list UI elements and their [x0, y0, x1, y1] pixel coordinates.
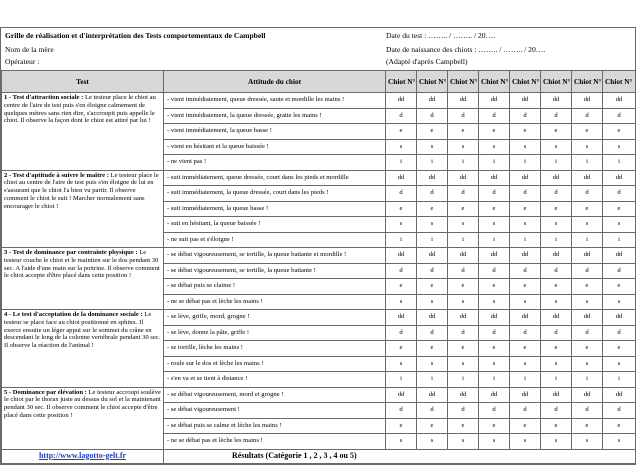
score-code-cell[interactable]: e [448, 418, 479, 434]
score-code-cell[interactable]: e [603, 341, 636, 357]
attitude-cell: - se débat puis se claime ! [164, 279, 386, 295]
score-code-cell[interactable]: dd [448, 248, 479, 264]
score-code-cell[interactable]: s [603, 217, 636, 233]
score-code-cell[interactable]: d [386, 403, 417, 419]
table-row [2, 387, 636, 403]
score-code-cell[interactable]: d [479, 325, 510, 341]
score-code-cell[interactable]: s [603, 139, 636, 155]
score-code-cell[interactable]: i [541, 155, 572, 171]
score-code-cell[interactable]: dd [479, 387, 510, 403]
test-description-cell [2, 387, 164, 449]
test-title: 3 - Test de dominance par contrainte physique : [4, 249, 138, 256]
website-link[interactable]: http://www.lagotto-gelt.fr [38, 450, 127, 460]
table-row [2, 310, 636, 326]
score-code-cell[interactable]: s [417, 139, 448, 155]
score-code-cell[interactable]: s [510, 217, 541, 233]
score-code-cell[interactable]: e [572, 341, 603, 357]
score-code-cell[interactable]: e [417, 341, 448, 357]
score-code-cell[interactable]: dd [572, 248, 603, 264]
score-code-cell[interactable]: d [603, 108, 636, 124]
score-code-cell[interactable]: dd [603, 93, 636, 109]
score-code-cell[interactable]: dd [572, 310, 603, 326]
test-description-cell [2, 310, 164, 388]
score-code-cell[interactable]: d [386, 325, 417, 341]
score-code-cell[interactable]: i [541, 232, 572, 248]
footer-link-cell [2, 449, 164, 463]
score-code-cell[interactable]: d [448, 403, 479, 419]
results-cell [164, 449, 636, 463]
score-code-cell[interactable]: d [448, 186, 479, 202]
score-code-cell[interactable]: e [479, 279, 510, 295]
score-code-cell[interactable]: d [448, 108, 479, 124]
score-code-cell[interactable]: s [386, 139, 417, 155]
score-code-cell[interactable]: s [572, 356, 603, 372]
attitude-cell: - vient en hésitant et la queue baissée ! [164, 139, 386, 155]
score-code-cell[interactable]: d [417, 108, 448, 124]
score-code-cell[interactable]: e [510, 279, 541, 295]
score-code-cell[interactable]: i [479, 232, 510, 248]
score-code-cell[interactable]: s [572, 139, 603, 155]
score-code-cell[interactable]: e [603, 418, 636, 434]
test-title: 5 - Dominance par élévation : [4, 388, 87, 396]
score-code-cell[interactable]: i [572, 232, 603, 248]
evaluation-body [2, 93, 636, 450]
score-code-cell[interactable]: e [572, 124, 603, 140]
score-code-cell[interactable]: dd [386, 387, 417, 403]
score-code-cell[interactable]: i [510, 155, 541, 171]
score-code-cell[interactable]: e [417, 124, 448, 140]
score-code-cell[interactable]: i [448, 155, 479, 171]
score-code-cell[interactable]: i [386, 155, 417, 171]
score-code-cell[interactable]: dd [541, 248, 572, 264]
score-code-cell[interactable]: s [572, 294, 603, 310]
attitude-cell: - se lève, griffe, mord, grogne ! [164, 310, 386, 326]
score-code-cell[interactable]: i [510, 372, 541, 388]
score-code-cell[interactable]: e [510, 124, 541, 140]
score-code-cell[interactable]: d [603, 186, 636, 202]
score-code-cell[interactable]: dd [603, 170, 636, 186]
score-code-cell[interactable]: s [417, 294, 448, 310]
score-code-cell[interactable]: d [541, 108, 572, 124]
score-code-cell[interactable]: dd [603, 387, 636, 403]
score-code-cell[interactable]: s [603, 356, 636, 372]
score-code-cell[interactable]: dd [572, 170, 603, 186]
score-code-cell[interactable]: i [479, 155, 510, 171]
column-header-attitude: Attitude du chiot [164, 71, 386, 93]
score-code-cell[interactable]: s [479, 356, 510, 372]
score-code-cell[interactable]: i [448, 232, 479, 248]
test-instructions: Le testeur couche le chiot et le maintien sur le dos pendant 30 sec. A l'aide d'une main sur la poitrine. Il observe comment le chiot accepte d'être placé dans cette position ! [4, 249, 160, 280]
attitude-cell: - vient immédiatement, la queue basse ! [164, 124, 386, 140]
score-code-cell[interactable]: d [510, 186, 541, 202]
score-code-cell[interactable]: s [510, 139, 541, 155]
score-code-cell[interactable]: s [417, 217, 448, 233]
score-code-cell[interactable]: dd [572, 387, 603, 403]
score-code-cell[interactable]: s [479, 294, 510, 310]
sheet-title: Grille de réalisation et d'interprétation des Tests comportementaux de Campbell [5, 31, 266, 40]
score-code-cell[interactable]: d [603, 325, 636, 341]
score-code-cell[interactable]: dd [448, 387, 479, 403]
column-header-test: Test [2, 71, 164, 93]
score-code-cell[interactable]: d [572, 108, 603, 124]
score-code-cell[interactable]: d [386, 186, 417, 202]
score-code-cell[interactable]: s [541, 356, 572, 372]
score-code-cell[interactable]: s [541, 294, 572, 310]
sheet-header [1, 28, 635, 70]
score-code-cell[interactable]: e [417, 279, 448, 295]
score-code-cell[interactable]: i [572, 155, 603, 171]
attitude-cell: - se lève, donne la pâte, griffe ! [164, 325, 386, 341]
score-code-cell[interactable]: s [448, 356, 479, 372]
score-code-cell[interactable]: dd [417, 310, 448, 326]
table-row [2, 93, 636, 109]
score-code-cell[interactable]: d [417, 186, 448, 202]
operator-field: Opérateur : [5, 57, 40, 66]
evaluation-table [1, 70, 636, 464]
attitude-cell: - s'en va et se tient à distance ! [164, 372, 386, 388]
test-description-cell [2, 248, 164, 310]
score-code-cell[interactable]: e [541, 279, 572, 295]
score-code-cell[interactable]: dd [510, 387, 541, 403]
score-code-cell[interactable]: s [448, 217, 479, 233]
score-code-cell[interactable]: e [479, 341, 510, 357]
score-code-cell[interactable]: d [541, 325, 572, 341]
score-code-cell[interactable]: dd [510, 170, 541, 186]
test-description-cell [2, 170, 164, 248]
score-code-cell[interactable]: s [386, 217, 417, 233]
score-code-cell[interactable]: dd [386, 310, 417, 326]
score-code-cell[interactable]: dd [479, 170, 510, 186]
column-header-chiot: Chiot N° [572, 71, 603, 93]
score-code-cell[interactable]: dd [417, 248, 448, 264]
score-code-cell[interactable]: s [603, 294, 636, 310]
score-code-cell[interactable]: e [572, 279, 603, 295]
test-instructions: Le testeur place le chiot au centre de l'aire de test puis s'en éloigne calmement de quelques mètres sans rien dire, s'accroupit puis appelle le chiot. Il observe la façon dont le chiot est attiré par lui ! [4, 94, 156, 125]
adapted-note: (Adapté d'après Campbell) [386, 57, 468, 66]
score-code-cell[interactable]: d [541, 403, 572, 419]
score-code-cell[interactable]: e [448, 124, 479, 140]
score-code-cell[interactable]: i [417, 232, 448, 248]
score-code-cell[interactable]: dd [510, 310, 541, 326]
score-code-cell[interactable]: dd [448, 310, 479, 326]
attitude-cell: - ne suit pas et s'éloigne ! [164, 232, 386, 248]
score-code-cell[interactable]: s [510, 294, 541, 310]
score-code-cell[interactable]: e [603, 201, 636, 217]
results-label: Résultats (Catégorie 1 , 2 , 3 , 4 ou 5) [232, 450, 357, 460]
score-code-cell[interactable]: s [603, 434, 636, 450]
attitude-cell: - suit immédiatement, la queue dressée, court dans les pieds ! [164, 186, 386, 202]
attitude-cell: - suit immédiatement, queue dressée, court dans les pieds et mordille [164, 170, 386, 186]
score-code-cell[interactable]: s [417, 434, 448, 450]
score-code-cell[interactable]: e [386, 279, 417, 295]
score-code-cell[interactable]: e [541, 341, 572, 357]
score-code-cell[interactable]: i [603, 155, 636, 171]
score-code-cell[interactable]: s [479, 139, 510, 155]
score-code-cell[interactable]: i [417, 155, 448, 171]
score-code-cell[interactable]: d [448, 263, 479, 279]
test-date-field: Date du test : …….. / …….. / 20…. [386, 31, 496, 40]
score-code-cell[interactable]: e [448, 341, 479, 357]
score-code-cell[interactable]: s [386, 434, 417, 450]
score-code-cell[interactable]: s [479, 434, 510, 450]
attitude-cell: - ne se débat pas et lèche les mains ! [164, 434, 386, 450]
column-header-chiot: Chiot N° [541, 71, 572, 93]
score-code-cell[interactable]: e [417, 418, 448, 434]
score-code-cell[interactable]: dd [479, 310, 510, 326]
score-code-cell[interactable]: dd [479, 93, 510, 109]
score-code-cell[interactable]: d [479, 403, 510, 419]
column-header-chiot: Chiot N° [417, 71, 448, 93]
score-code-cell[interactable]: s [572, 434, 603, 450]
score-code-cell[interactable]: s [417, 356, 448, 372]
score-code-cell[interactable]: e [572, 201, 603, 217]
score-code-cell[interactable]: dd [417, 170, 448, 186]
score-code-cell[interactable]: e [541, 418, 572, 434]
score-code-cell[interactable]: dd [479, 248, 510, 264]
score-code-cell[interactable]: dd [541, 170, 572, 186]
score-code-cell[interactable]: dd [386, 248, 417, 264]
score-code-cell[interactable]: dd [417, 387, 448, 403]
score-code-cell[interactable]: dd [541, 310, 572, 326]
score-code-cell[interactable]: s [386, 294, 417, 310]
evaluation-sheet [0, 27, 636, 465]
score-code-cell[interactable]: s [541, 139, 572, 155]
score-code-cell[interactable]: d [510, 403, 541, 419]
score-code-cell[interactable]: dd [572, 93, 603, 109]
score-code-cell[interactable]: i [386, 232, 417, 248]
score-code-cell[interactable]: i [510, 232, 541, 248]
test-description-cell [2, 93, 164, 171]
score-code-cell[interactable]: e [603, 124, 636, 140]
attitude-cell: - vient immédiatement, la queue dressée, gratte les mains ! [164, 108, 386, 124]
score-code-cell[interactable]: i [479, 372, 510, 388]
column-header-chiot: Chiot N° [386, 71, 417, 93]
score-code-cell[interactable]: dd [386, 170, 417, 186]
score-code-cell[interactable]: dd [417, 93, 448, 109]
score-code-cell[interactable]: d [603, 263, 636, 279]
attitude-cell: - se débat puis se calme et lèche les mains ! [164, 418, 386, 434]
score-code-cell[interactable]: d [510, 108, 541, 124]
test-title: 1 - Test d'attraction sociale : [4, 94, 84, 101]
score-code-cell[interactable]: s [541, 434, 572, 450]
score-code-cell[interactable]: d [479, 263, 510, 279]
score-code-cell[interactable]: dd [541, 387, 572, 403]
birth-date-field: Date de naissance des chiots : …….. / …….. / 20…. [386, 45, 546, 54]
score-code-cell[interactable]: d [603, 403, 636, 419]
score-code-cell[interactable]: d [386, 263, 417, 279]
score-code-cell[interactable]: s [448, 434, 479, 450]
footer-row [2, 449, 636, 463]
table-header-row [2, 71, 636, 93]
score-code-cell[interactable]: d [510, 325, 541, 341]
score-code-cell[interactable]: dd [603, 310, 636, 326]
score-code-cell[interactable]: i [572, 372, 603, 388]
score-code-cell[interactable]: dd [386, 93, 417, 109]
score-code-cell[interactable]: s [448, 294, 479, 310]
score-code-cell[interactable]: dd [510, 248, 541, 264]
score-code-cell[interactable]: s [510, 434, 541, 450]
attitude-cell: - se tortille, lèche les mains ! [164, 341, 386, 357]
column-header-chiot: Chiot N° [448, 71, 479, 93]
score-code-cell[interactable]: dd [448, 170, 479, 186]
score-code-cell[interactable]: d [479, 108, 510, 124]
score-code-cell[interactable]: dd [603, 248, 636, 264]
attitude-cell: - roule sur le dos et lèche les mains ! [164, 356, 386, 372]
score-code-cell[interactable]: d [479, 186, 510, 202]
score-code-cell[interactable]: i [386, 372, 417, 388]
score-code-cell[interactable]: e [510, 418, 541, 434]
table-row [2, 170, 636, 186]
attitude-cell: - vient immédiatement, queue dressée, saute et mordille les mains ! [164, 93, 386, 109]
score-code-cell[interactable]: dd [510, 93, 541, 109]
score-code-cell[interactable]: dd [448, 93, 479, 109]
score-code-cell[interactable]: d [541, 263, 572, 279]
score-code-cell[interactable]: s [510, 356, 541, 372]
score-code-cell[interactable]: i [603, 232, 636, 248]
table-row [2, 248, 636, 264]
score-code-cell[interactable]: d [572, 325, 603, 341]
attitude-cell: - se débat vigoureusement, se tortille, la queue battante ! [164, 263, 386, 279]
score-code-cell[interactable]: e [510, 201, 541, 217]
score-code-cell[interactable]: e [541, 124, 572, 140]
score-code-cell[interactable]: s [448, 139, 479, 155]
column-header-chiot: Chiot N° [510, 71, 541, 93]
score-code-cell[interactable]: d [510, 263, 541, 279]
score-code-cell[interactable]: e [479, 418, 510, 434]
attitude-cell: - suit en hésitant, la queue baissée ! [164, 217, 386, 233]
score-code-cell[interactable]: e [479, 124, 510, 140]
score-code-cell[interactable]: e [448, 279, 479, 295]
score-code-cell[interactable]: d [417, 325, 448, 341]
score-code-cell[interactable]: e [572, 418, 603, 434]
attitude-cell: - se débat vigoureusement ! [164, 403, 386, 419]
test-title: 2 - Test d'aptitude à suivre le maître : [4, 171, 109, 179]
attitude-cell: - suit immédiatement, la queue basse ! [164, 201, 386, 217]
score-code-cell[interactable]: d [572, 186, 603, 202]
test-instructions: Le testeur place le chiot au centre de l'aire de test puis s'en éloigne de lui en s'assurant que le chiot l'a bien vu partir. Il observe comment le chiot le suit ! Marcher normalement sans encourager le chiot ! [4, 171, 159, 210]
score-code-cell[interactable]: e [510, 341, 541, 357]
score-code-cell[interactable]: e [417, 201, 448, 217]
score-code-cell[interactable]: d [448, 325, 479, 341]
score-code-cell[interactable]: e [479, 201, 510, 217]
score-code-cell[interactable]: e [448, 201, 479, 217]
score-code-cell[interactable]: s [541, 217, 572, 233]
score-code-cell[interactable]: d [417, 403, 448, 419]
test-instructions: Le testeur se place face au chiot positionné en sphinx. Il exerce ensuite un léger appui sur le sommet du crâne en descendant le long de la colonne vertébrale pendant 30 sec. Il observe la réaction de l'animal ! [4, 311, 161, 350]
score-code-cell[interactable]: d [541, 186, 572, 202]
score-code-cell[interactable]: i [603, 372, 636, 388]
score-code-cell[interactable]: e [541, 201, 572, 217]
score-code-cell[interactable]: d [417, 263, 448, 279]
attitude-cell: - ne se débat pas et lèche les mains ! [164, 294, 386, 310]
score-code-cell[interactable]: s [572, 217, 603, 233]
score-code-cell[interactable]: i [541, 372, 572, 388]
column-header-chiot: Chiot N° [603, 71, 636, 93]
column-header-chiot: Chiot N° [479, 71, 510, 93]
score-code-cell[interactable]: s [386, 356, 417, 372]
score-code-cell[interactable]: i [448, 372, 479, 388]
test-instructions: Le testeur accroupi soulève le chiot par le thorax juste au dessus du sol et la maintenant pendant 30 sec. Il observe comment le chiot accepte d'être placé dans cette position ! [4, 388, 161, 419]
score-code-cell[interactable]: d [572, 403, 603, 419]
score-code-cell[interactable]: s [479, 217, 510, 233]
attitude-cell: - se débat vigoureusement, se tortille, la queue battante et mordille ! [164, 248, 386, 264]
attitude-cell: - se débat vigoureusement, mord et grogne ! [164, 387, 386, 403]
mother-name-field: Nom de la mère [5, 45, 54, 54]
score-code-cell[interactable]: i [417, 372, 448, 388]
score-code-cell[interactable]: e [603, 279, 636, 295]
score-code-cell[interactable]: d [386, 108, 417, 124]
score-code-cell[interactable]: dd [541, 93, 572, 109]
score-code-cell[interactable]: e [386, 124, 417, 140]
attitude-cell: - ne vient pas ! [164, 155, 386, 171]
score-code-cell[interactable]: e [386, 418, 417, 434]
score-code-cell[interactable]: e [386, 341, 417, 357]
score-code-cell[interactable]: d [572, 263, 603, 279]
score-code-cell[interactable]: e [386, 201, 417, 217]
test-title: 4 - Le test d'acceptation de la dominance sociale : [4, 311, 143, 318]
